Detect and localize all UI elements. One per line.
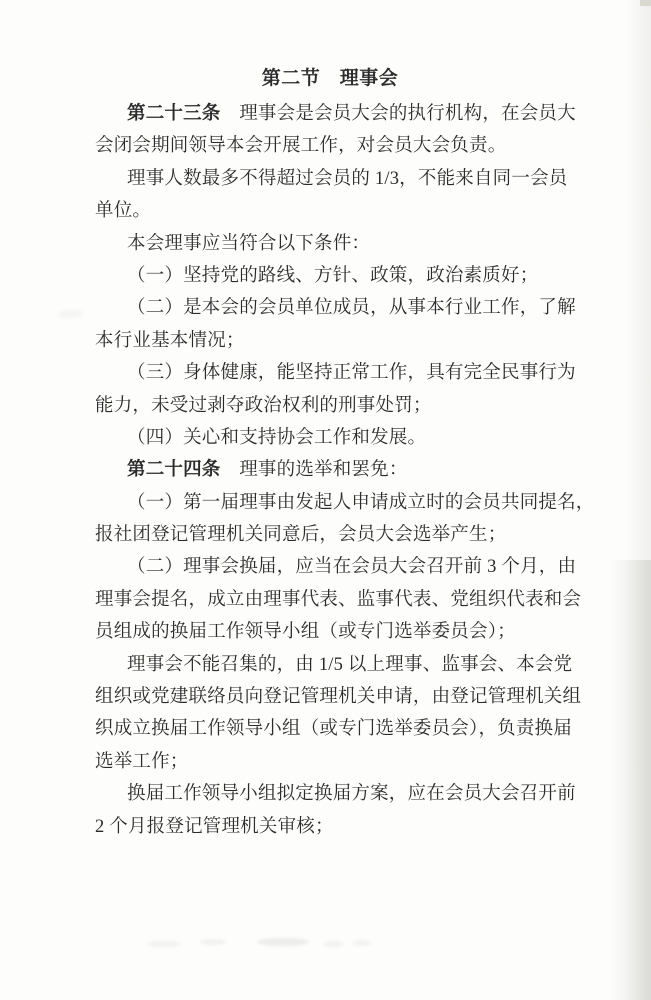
text-segment: （四）关心和支持协会工作和发展。: [127, 427, 427, 448]
scan-smudge: [200, 939, 226, 945]
scan-smudge: [353, 940, 371, 946]
text-segment: 换届工作领导小组拟定换届方案，应在会员大会召开前: [127, 784, 576, 805]
text-segment: （二）是本会的会员单位成员，从事本行业工作，了解: [127, 298, 576, 319]
text-line: [95, 713, 595, 745]
text-line: [95, 325, 595, 357]
document-body: [95, 98, 595, 843]
scan-corner-artifact: [640, 0, 651, 6]
text-line: [95, 390, 595, 422]
text-line: [95, 681, 595, 713]
text-segment: 理事的选举和罢免：: [220, 460, 408, 481]
text-segment: 织成立换届工作领导小组（或专门选举委员会），负责换届: [95, 719, 572, 740]
text-line: [95, 422, 595, 454]
scan-smudge: [58, 310, 84, 318]
text-segment: （一）坚持党的路线、方针、政策，政治素质好；: [127, 265, 539, 286]
text-segment: 本会理事应当符合以下条件：: [127, 233, 371, 254]
text-segment: 能力，未受过剥夺政治权利的刑事处罚；: [95, 395, 432, 416]
scan-smudge: [147, 941, 181, 947]
text-segment: （二）理事会换届，应当在会员大会召开前 3 个月，由: [127, 557, 577, 578]
text-segment: 员组成的换届工作领导小组（或专门选举委员会）；: [95, 622, 516, 643]
text-line: [95, 649, 595, 681]
text-line: [95, 811, 595, 843]
text-line: [95, 130, 595, 162]
text-line: [95, 454, 595, 486]
text-line: [95, 357, 595, 389]
article-number: 第二十四条: [127, 460, 221, 481]
article-number: 第二十三条: [127, 104, 221, 124]
text-line: [95, 195, 595, 227]
text-line: [95, 292, 595, 324]
text-line: [95, 487, 595, 519]
text-line: [95, 98, 595, 130]
scan-smudge: [323, 941, 343, 947]
text-segment: 单位。: [95, 201, 152, 222]
text-segment: 本行业基本情况；: [95, 330, 245, 351]
text-segment: 理事会不能召集的，由 1/5 以上理事、监事会、本会党: [127, 654, 573, 675]
text-segment: 2 个月报登记管理机关审核；: [95, 816, 334, 837]
scan-edge-shadow-lower: [609, 560, 651, 1000]
text-line: [95, 746, 595, 778]
text-segment: （三）身体健康，能坚持正常工作，具有完全民事行为: [127, 363, 576, 384]
text-line: [95, 228, 595, 260]
text-line: [95, 519, 595, 551]
text-line: [95, 778, 595, 810]
text-segment: （一）第一届理事由发起人申请成立时的会员共同提名，: [127, 492, 595, 513]
section-title: 第二节 理事会: [261, 68, 399, 89]
text-segment: 理事人数最多不得超过会员的 1/3，不能来自同一会员: [127, 168, 568, 189]
text-line: [95, 616, 595, 648]
text-segment: 组织或党建联络员向登记管理机关申请，由登记管理机关组: [95, 687, 582, 708]
scan-smudge: [257, 938, 309, 946]
text-segment: 会闭会期间领导本会开展工作，对会员大会负责。: [95, 136, 507, 157]
text-line: [95, 260, 595, 292]
text-segment: 选举工作；: [95, 751, 189, 772]
text-line: [95, 163, 595, 195]
text-segment: 理事会提名，成立由理事代表、监事代表、党组织代表和会: [95, 589, 582, 610]
text-segment: 报社团登记管理机关同意后，会员大会选举产生；: [95, 525, 507, 546]
text-line: [95, 584, 595, 616]
text-segment: 理事会是会员大会的执行机构，在会员大: [220, 104, 576, 124]
text-line: [95, 551, 595, 583]
